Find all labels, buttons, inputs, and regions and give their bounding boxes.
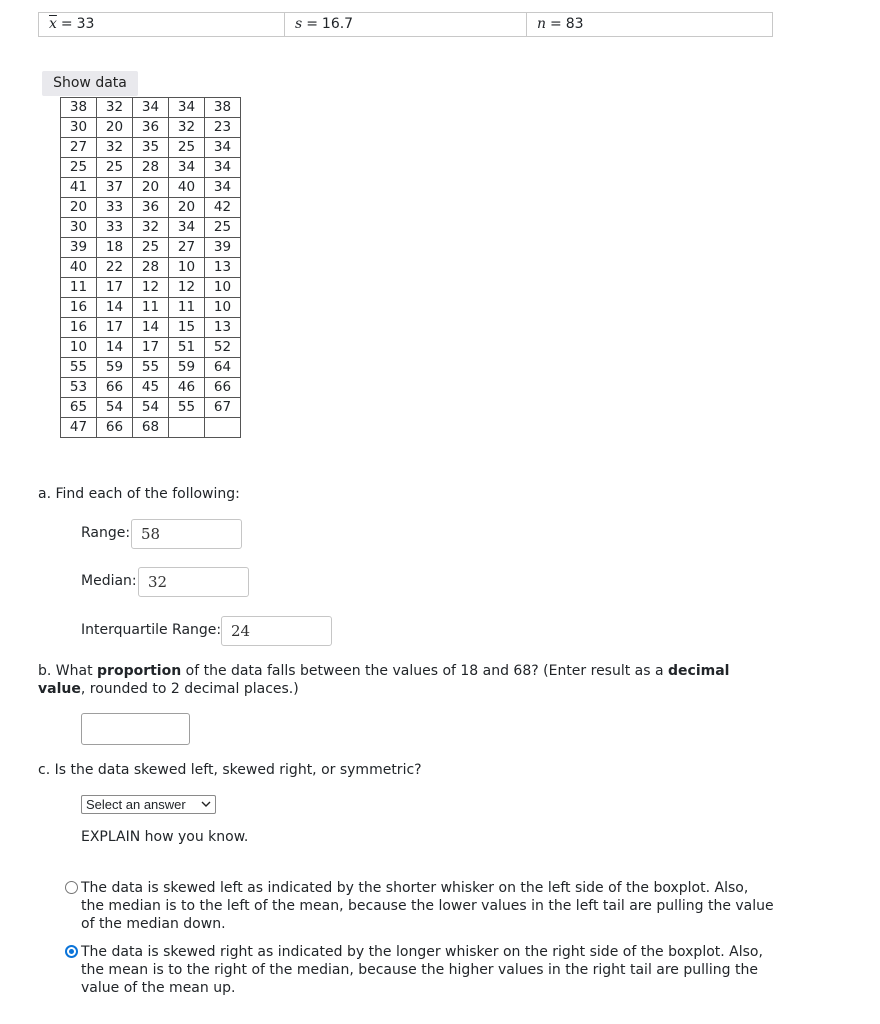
table-cell: 34 <box>205 138 241 158</box>
table-cell: 67 <box>205 398 241 418</box>
table-cell: 34 <box>169 218 205 238</box>
option-skewed-left-radio[interactable] <box>65 881 78 894</box>
table-cell: 20 <box>169 198 205 218</box>
table-cell: 55 <box>169 398 205 418</box>
option-skewed-right[interactable] <box>65 943 775 997</box>
sd-stat: s = 16.7 <box>285 13 527 36</box>
table-cell: 13 <box>205 318 241 338</box>
table-cell: 30 <box>61 218 97 238</box>
table-cell: 51 <box>169 338 205 358</box>
table-cell: 34 <box>169 98 205 118</box>
table-cell <box>205 418 241 438</box>
table-row <box>61 258 241 278</box>
table-cell <box>169 418 205 438</box>
part-b-prompt: b. What proportion of the data falls between the values of 18 and 68? (Enter result as a decimal value, rounded to 2 decimal places.) <box>38 663 730 697</box>
table-cell: 55 <box>133 358 169 378</box>
table-row <box>61 98 241 118</box>
option-skewed-right-radio[interactable] <box>65 945 78 958</box>
table-cell: 34 <box>169 158 205 178</box>
table-cell: 32 <box>97 98 133 118</box>
table-cell: 25 <box>133 238 169 258</box>
table-cell: 16 <box>61 298 97 318</box>
table-cell: 37 <box>97 178 133 198</box>
table-cell: 13 <box>205 258 241 278</box>
chevron-down-icon <box>201 799 211 809</box>
table-cell: 14 <box>97 338 133 358</box>
n-symbol: n <box>537 16 547 32</box>
table-cell: 20 <box>97 118 133 138</box>
data-table <box>60 97 241 438</box>
skew-select[interactable] <box>81 795 216 814</box>
iqr-input[interactable]: 24 <box>221 616 332 646</box>
sd-value: 16.7 <box>321 16 354 32</box>
table-cell: 25 <box>97 158 133 178</box>
table-cell: 12 <box>133 278 169 298</box>
table-cell: 45 <box>133 378 169 398</box>
summary-stats-bar <box>38 12 773 37</box>
table-cell: 39 <box>61 238 97 258</box>
table-cell: 14 <box>97 298 133 318</box>
table-cell: 41 <box>61 178 97 198</box>
table-cell: 36 <box>133 118 169 138</box>
table-cell: 34 <box>133 98 169 118</box>
table-cell: 59 <box>169 358 205 378</box>
table-cell: 65 <box>61 398 97 418</box>
table-cell: 16 <box>61 318 97 338</box>
table-row <box>61 358 241 378</box>
table-cell: 10 <box>205 278 241 298</box>
table-cell: 17 <box>97 278 133 298</box>
table-cell: 55 <box>61 358 97 378</box>
table-cell: 27 <box>169 238 205 258</box>
table-cell: 39 <box>205 238 241 258</box>
table-cell: 20 <box>133 178 169 198</box>
range-label: Range: <box>81 525 131 541</box>
table-cell: 38 <box>61 98 97 118</box>
table-cell: 33 <box>97 198 133 218</box>
show-data-button[interactable]: Show data <box>42 71 138 96</box>
table-row <box>61 198 241 218</box>
table-cell: 38 <box>205 98 241 118</box>
n-value: 83 <box>565 16 584 32</box>
proportion-input[interactable] <box>81 713 190 745</box>
table-row <box>61 138 241 158</box>
table-cell: 15 <box>169 318 205 338</box>
table-cell: 11 <box>61 278 97 298</box>
table-cell: 18 <box>97 238 133 258</box>
part-a-prompt: a. Find each of the following: <box>38 486 240 502</box>
table-cell: 68 <box>133 418 169 438</box>
table-cell: 53 <box>61 378 97 398</box>
table-cell: 42 <box>205 198 241 218</box>
table-cell: 66 <box>97 418 133 438</box>
table-row <box>61 278 241 298</box>
table-cell: 17 <box>133 338 169 358</box>
table-cell: 54 <box>133 398 169 418</box>
table-row <box>61 178 241 198</box>
table-row <box>61 398 241 418</box>
table-cell: 66 <box>97 378 133 398</box>
table-cell: 30 <box>61 118 97 138</box>
table-row <box>61 418 241 438</box>
table-row <box>61 338 241 358</box>
table-cell: 22 <box>97 258 133 278</box>
range-input[interactable]: 58 <box>131 519 242 549</box>
table-row <box>61 238 241 258</box>
table-cell: 25 <box>61 158 97 178</box>
explain-label: EXPLAIN how you know. <box>81 829 249 845</box>
table-row <box>61 118 241 138</box>
table-cell: 40 <box>61 258 97 278</box>
table-cell: 10 <box>205 298 241 318</box>
table-cell: 33 <box>97 218 133 238</box>
table-cell: 12 <box>169 278 205 298</box>
table-cell: 32 <box>133 218 169 238</box>
table-row <box>61 378 241 398</box>
n-stat: n = 83 <box>537 16 584 32</box>
table-cell: 32 <box>169 118 205 138</box>
median-label: Median: <box>81 573 137 589</box>
table-row <box>61 158 241 178</box>
table-cell: 54 <box>97 398 133 418</box>
table-cell: 34 <box>205 178 241 198</box>
table-cell: 66 <box>205 378 241 398</box>
table-cell: 34 <box>205 158 241 178</box>
table-cell: 25 <box>205 218 241 238</box>
median-input[interactable]: 32 <box>138 567 249 597</box>
table-cell: 28 <box>133 158 169 178</box>
table-cell: 36 <box>133 198 169 218</box>
sd-symbol: s <box>295 16 303 32</box>
table-cell: 35 <box>133 138 169 158</box>
option-skewed-left[interactable] <box>65 879 775 933</box>
option-skewed-right-text: The data is skewed right as indicated by the longer whisker on the right side of the boxplot. Also, the mean is to the right of the median, because the higher values in the right tail are pulling the value of the mean up. <box>81 944 763 996</box>
table-cell: 11 <box>133 298 169 318</box>
table-cell: 28 <box>133 258 169 278</box>
mean-symbol: $\overline{x}$ <box>49 16 57 32</box>
table-row <box>61 218 241 238</box>
table-cell: 46 <box>169 378 205 398</box>
table-cell: 20 <box>61 198 97 218</box>
table-cell: 52 <box>205 338 241 358</box>
table-cell: 32 <box>97 138 133 158</box>
table-cell: 25 <box>169 138 205 158</box>
table-cell: 10 <box>61 338 97 358</box>
table-cell: 23 <box>205 118 241 138</box>
table-cell: 10 <box>169 258 205 278</box>
option-skewed-left-text: The data is skewed left as indicated by the shorter whisker on the left side of the boxplot. Also, the median is to the left of the mean, because the lower values in the left tail are pulling the value of the median down. <box>81 880 774 932</box>
table-cell: 59 <box>97 358 133 378</box>
iqr-label: Interquartile Range: <box>81 622 222 638</box>
table-cell: 14 <box>133 318 169 338</box>
table-cell: 47 <box>61 418 97 438</box>
table-cell: 64 <box>205 358 241 378</box>
mean-value: 33 <box>76 16 95 32</box>
table-cell: 40 <box>169 178 205 198</box>
skew-select-value: Select an answer <box>86 797 186 812</box>
part-c-prompt: c. Is the data skewed left, skewed right, or symmetric? <box>38 762 422 778</box>
table-cell: 11 <box>169 298 205 318</box>
table-row <box>61 318 241 338</box>
mean-stat: $\overline{x} = 33$ <box>39 13 285 36</box>
table-row <box>61 298 241 318</box>
table-cell: 17 <box>97 318 133 338</box>
table-cell: 27 <box>61 138 97 158</box>
